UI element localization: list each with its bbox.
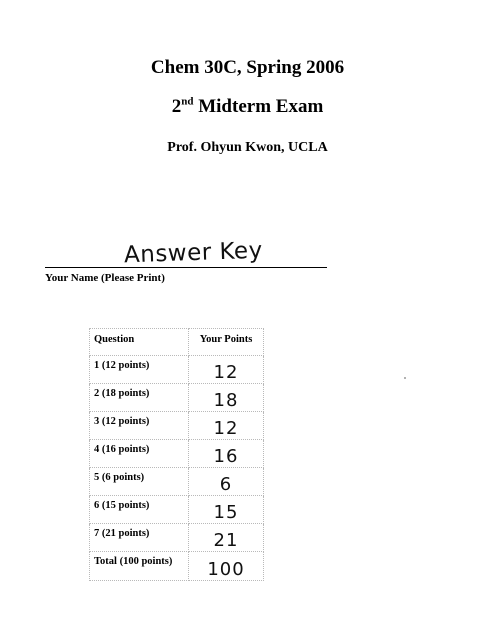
question-cell: 1 (12 points) [90, 356, 189, 384]
table-row [90, 496, 264, 524]
question-cell: 3 (12 points) [90, 412, 189, 440]
points-cell: 18 [189, 384, 264, 412]
points-cell: 12 [189, 356, 264, 384]
course-title: Chem 30C, Spring 2006 [150, 57, 345, 78]
points-cell: 6 [189, 468, 264, 496]
name-field-label: Your Name (Please Print) [45, 272, 165, 284]
exam-title-rest: Midterm Exam [193, 96, 324, 117]
score-table [89, 328, 264, 581]
column-header-points: Your Points [189, 329, 264, 356]
table-row [90, 356, 264, 384]
table-row [90, 440, 264, 468]
question-cell: 7 (21 points) [90, 524, 189, 552]
points-cell: 21 [189, 524, 264, 552]
table-row [90, 524, 264, 552]
exam-number-suffix: nd [181, 95, 194, 108]
total-question-cell: Total (100 points) [90, 552, 189, 581]
question-cell: 2 (18 points) [90, 384, 189, 412]
column-header-question: Question [90, 329, 189, 356]
table-row [90, 468, 264, 496]
points-cell: 15 [189, 496, 264, 524]
name-underline [45, 267, 327, 268]
points-cell: 16 [189, 440, 264, 468]
question-cell: 4 (16 points) [90, 440, 189, 468]
total-points-cell: 100 [189, 552, 264, 581]
question-cell: 6 (15 points) [90, 496, 189, 524]
points-cell: 12 [189, 412, 264, 440]
table-row [90, 384, 264, 412]
professor-line: Prof. Ohyun Kwon, UCLA [167, 140, 328, 155]
scan-speck [404, 377, 406, 379]
score-table-header-row [90, 329, 264, 356]
table-row [90, 412, 264, 440]
exam-title [0, 96, 495, 118]
student-name-handwritten: Answer Key [123, 237, 264, 269]
exam-number: 2 [171, 96, 182, 117]
question-cell: 5 (6 points) [90, 468, 189, 496]
total-row [90, 552, 264, 581]
